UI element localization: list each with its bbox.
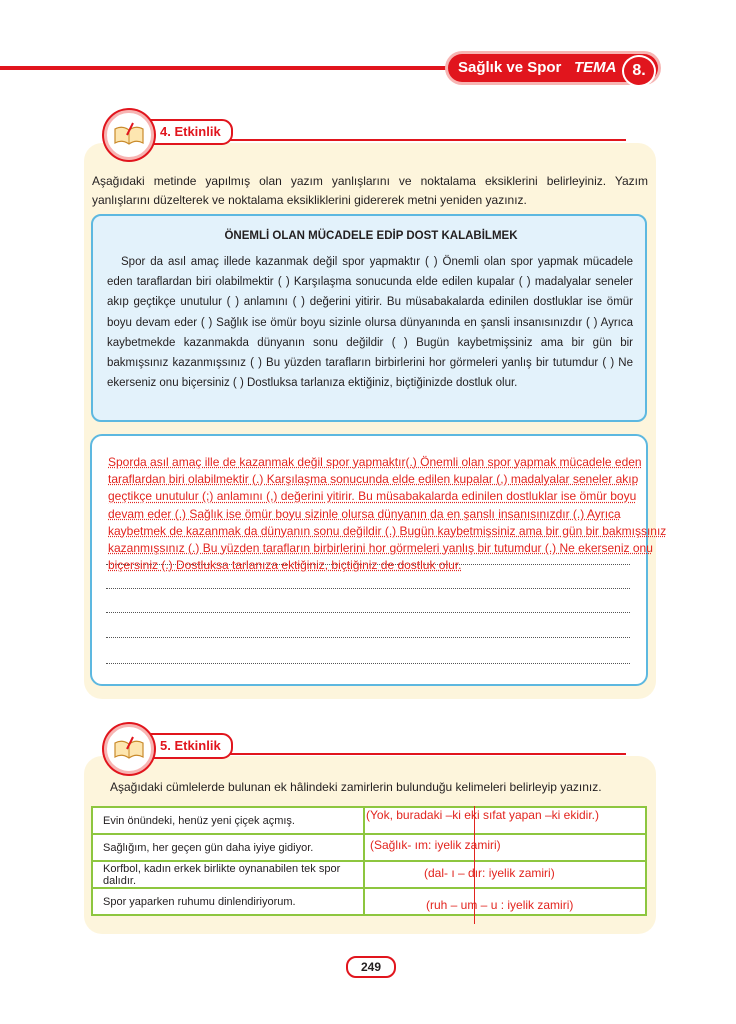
table-cell-sentence: Spor yaparken ruhumu dinlendiriyorum. xyxy=(92,888,364,915)
writing-line xyxy=(106,612,630,613)
handwritten-note: (dal- ı – dır: iyelik zamiri) xyxy=(424,866,555,880)
answer-line: kazanmışsınız (.) Bu yüzden tarafların birbirlerini hor görmeleri yanlış bir tutumdur (.) Ne ekerseniz onu xyxy=(108,541,653,556)
activity5-book-icon-badge xyxy=(104,724,154,774)
header-title: Sağlık ve Spor xyxy=(458,59,562,76)
reading-text-box xyxy=(91,214,647,422)
tema-label: TEMA xyxy=(574,59,617,76)
handwritten-note: (Sağlık- ım: iyelik zamiri) xyxy=(370,838,501,852)
activity5-instruction: Aşağıdaki cümlelerde bulunan ek hâlindeki zamirlerin bulunduğu kelimeleri belirleyip yazınız. xyxy=(110,780,602,794)
writing-line xyxy=(106,663,630,664)
book-icon xyxy=(113,121,145,147)
table-row xyxy=(92,861,646,888)
activity5-label: 5. Etkinlik xyxy=(136,733,233,759)
activity4-instruction: Aşağıdaki metinde yapılmış olan yazım yanlışlarını ve noktalama eksiklerini belirleyiniz. Yazım yanlışlarını düzelterek ve noktalama eksikliklerini gidererek metni yeniden yazınız. xyxy=(92,174,648,207)
reading-text-body xyxy=(107,252,633,393)
writing-line xyxy=(106,588,630,589)
handwritten-note: (ruh – um – u : iyelik zamiri) xyxy=(426,898,574,912)
writing-line xyxy=(106,637,630,638)
answer-line: kaybetmek de kazanmak da dünyanın sonu değildir (.) Bugün kaybetmişsiniz ama bir gün bir bakmışsınız xyxy=(108,523,667,538)
activity4-label: 4. Etkinlik xyxy=(136,119,233,145)
book-icon xyxy=(113,735,145,761)
answer-line: Sporda asıl amaç ille de kazanmak değil spor yapmaktır(.) Önemli olan spor yapmak mücadele eden xyxy=(108,455,642,469)
answer-line: taraflardan biri olabilmektir (.) Karşılaşma sonucunda elde edilen kupalar (,) madalyalar seneler akıp xyxy=(108,472,639,487)
table-row xyxy=(92,834,646,861)
answer-line: geçtikçe unutulur (;) anlamını (,) değerini yitirir. Bu müsabakalarda edinilen dostluklar ise ömür boyu xyxy=(108,489,637,504)
handwritten-answer xyxy=(108,454,736,574)
answer-line: biçersiniz (.) Dostluksa tarlanıza ektiğiniz, biçtiğiniz de dostluk olur. xyxy=(108,558,462,573)
table-cell-sentence: Evin önündeki, henüz yeni çiçek açmış. xyxy=(92,807,364,834)
table-cell-sentence: Korfbol, kadın erkek birlikte oynanabilen tek spor dalıdır. xyxy=(92,861,364,888)
activity4-book-icon-badge xyxy=(104,110,154,160)
reading-text-content: Spor da asıl amaç illede kazanmak değil spor yapmaktır ( ) Önemli olan spor yapmak mücadele eden taraflardan biri olabilmektir ( ) Karşılaşma sonucunda elde edilen kupalar ( ) madalyalar seneler akıp geçtikçe unutulur ( ) anlamını ( ) değerini yitirir. Bu müsabakalarda edinilen dostluklar ise ömür boyu devam eder ( ) Sağlık ise ömür boyu sizinle olursa dünyanında en şansli insanısınızdır ( ) Ayrıca kaybetmekde kazanmakda dünyanın sonu değildir ( ) Bugün kaybetmişsiniz ama bir gün bir bakmışsınız kazanmışsınız ( ) Bu yüzden tarafların birbirlerini hor görmeleri yanlış bir tutumdur ( ) Ne ekerseniz onu biçersiniz ( ) Dostluksa tarlanıza ektiğiniz, biçtiğinizde dostluk olur. xyxy=(107,256,633,390)
header-rule xyxy=(0,66,470,70)
table-cell-sentence: Sağlığım, her geçen gün daha iyiye gidiyor. xyxy=(92,834,364,861)
handwritten-note: (Yok, buradaki –ki eki sıfat yapan –ki ekidir.) xyxy=(366,808,600,822)
page-number: 249 xyxy=(346,956,396,978)
tema-number: 8. xyxy=(622,55,656,87)
reading-text-title: ÖNEMLİ OLAN MÜCADELE EDİP DOST KALABİLMEK xyxy=(224,230,518,242)
answer-line: devam eder (.) Sağlık ise ömür boyu sizinle olursa dünyanın da en şanslı insanısınızdır (.) Ayrıca xyxy=(108,506,621,521)
